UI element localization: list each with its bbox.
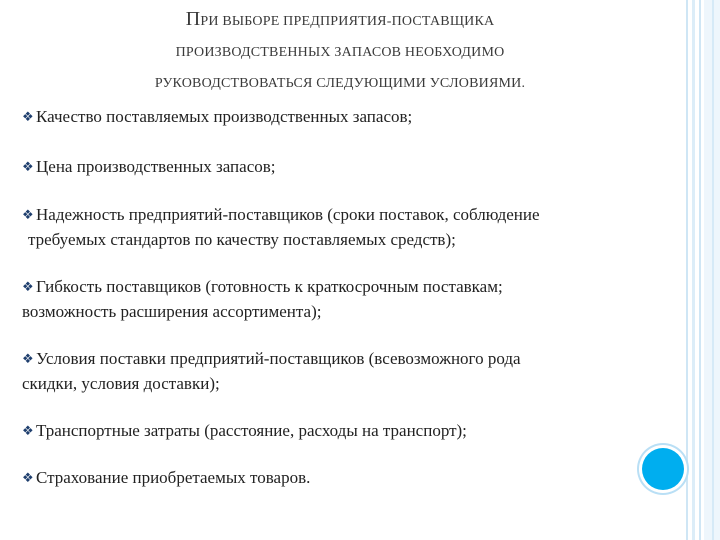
diamond-bullet-icon: ❖	[22, 351, 34, 366]
list-item	[22, 154, 662, 179]
list-item-text: Гибкость поставщиков (готовность к краткосрочным поставкам;	[36, 277, 503, 296]
title-line-1-rest: РИ ВЫБОРЕ ПРЕДПРИЯТИЯ-ПОСТАВЩИКА	[200, 14, 495, 29]
diamond-bullet-icon: ❖	[22, 159, 34, 174]
list-item-text: Надежность предприятий-поставщиков (сроки поставок, соблюдение	[36, 205, 540, 224]
list-item-text: Страхование приобретаемых товаров.	[36, 468, 311, 487]
list-item	[22, 202, 662, 252]
diamond-bullet-icon: ❖	[22, 423, 34, 438]
list-item-text: Условия поставки предприятий-поставщиков (всевозможного рода	[36, 349, 521, 368]
slide-title	[40, 4, 640, 99]
border-stripe	[712, 0, 714, 540]
decorative-circle	[642, 448, 684, 490]
title-initial: П	[185, 8, 201, 30]
border-stripe	[692, 0, 695, 540]
list-item	[22, 104, 662, 129]
border-stripe	[699, 0, 701, 540]
list-item-text: Цена производственных запасов;	[36, 157, 276, 176]
list-item	[22, 418, 662, 443]
list-item-text: Качество поставляемых производственных запасов;	[36, 107, 413, 126]
list-item-text: Транспортные затраты (расстояние, расходы на транспорт);	[36, 421, 467, 440]
diamond-bullet-icon: ❖	[22, 207, 34, 222]
diamond-bullet-icon: ❖	[22, 109, 34, 124]
diamond-bullet-icon: ❖	[22, 470, 34, 485]
border-stripe	[686, 0, 688, 540]
title-line-2: ПРОИЗВОДСТВЕННЫХ ЗАПАСОВ НЕОБХОДИМО	[175, 45, 505, 60]
list-item-text-continued: требуемых стандартов по качеству поставляемых средств);	[28, 230, 456, 249]
list-item	[22, 346, 662, 396]
list-item	[22, 274, 662, 324]
title-line-3: РУКОВОДСТВОВАТЬСЯ СЛЕДУЮЩИМИ УСЛОВИЯМИ.	[154, 76, 526, 91]
diamond-bullet-icon: ❖	[22, 279, 34, 294]
title-line-1	[40, 4, 640, 37]
list-item	[22, 465, 662, 490]
list-item-text-continued: скидки, условия доставки);	[22, 374, 220, 393]
list-item-text-continued: возможность расширения ассортимента);	[22, 302, 322, 321]
